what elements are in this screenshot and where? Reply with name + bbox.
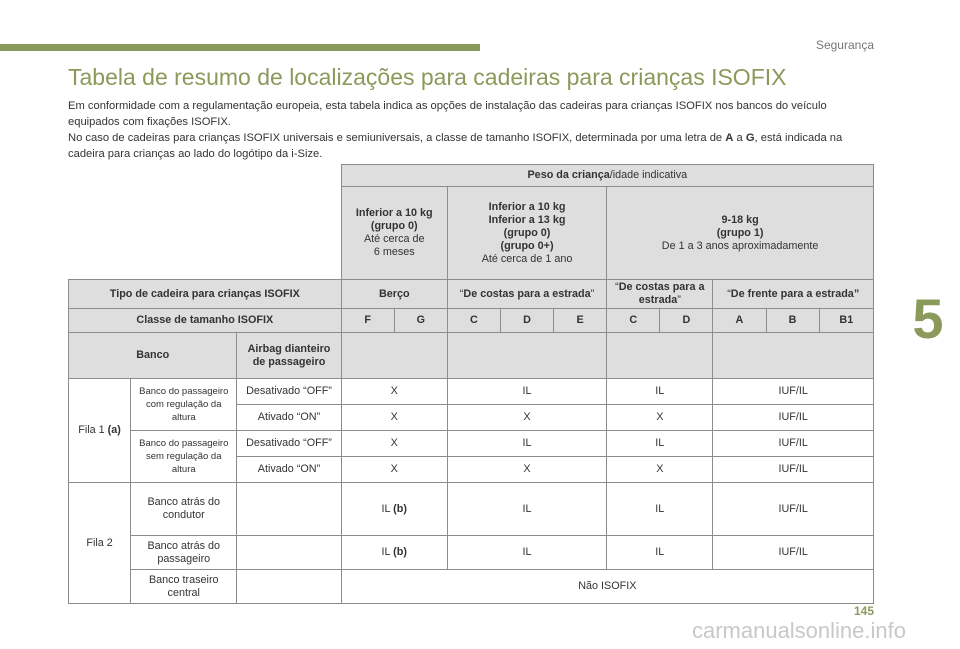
letter-g: G [745,132,755,144]
group-line: Inferior a 10 kg [355,207,433,219]
footnote-a: (a) [107,424,121,436]
rear-facing-value: IL [447,536,606,570]
chapter-number: 5 [912,286,944,350]
non-isofix-cell: Não ISOFIX [341,570,873,604]
rear-facing-value: IL [447,379,606,405]
watermark: carmanualsonline.info [691,618,906,643]
group-line: 6 meses [373,246,415,258]
airbag-header: Airbag dianteiro de passageiro [237,333,341,379]
table-row [69,570,874,604]
group-0plus-cell [447,187,606,280]
weight-groups-row [69,187,874,280]
size-class-cell: A [713,309,766,333]
type-text: De costas para a estrada [618,281,705,306]
type-rear-facing-2 [607,280,713,309]
seat-without-height-adjust: Banco do passageiro sem regulação da altura [131,431,237,483]
rear-facing-value: IL [447,431,606,457]
group-line: (grupo 0+) [500,239,554,252]
table-row [69,431,874,457]
empty-cell [237,570,341,604]
blank-cell [69,165,342,187]
type-rear-facing-1 [447,280,606,309]
quote-close: ” [590,287,595,300]
isofix-summary-table [68,164,874,604]
section-label: Segurança [815,38,874,52]
type-carrycot: Berço [341,280,447,309]
header-accent-bar [0,44,480,51]
airbag-status: Ativado “ON” [237,457,341,483]
footnote-b: (b) [393,546,407,558]
forward-facing-value: IUF/IL [713,431,874,457]
intro-text [68,98,868,162]
size-class-cell: G [394,309,447,333]
rear-facing-value: X [607,405,713,431]
group-line: De 1 a 3 anos aproximadamente [661,239,819,252]
carrycot-value-text: IL [381,546,391,558]
rear-facing-value: IL [607,379,713,405]
rear-facing-value: X [447,405,606,431]
group-0-cell [341,187,447,280]
quote-close: ” [677,294,681,306]
rear-facing-value: X [607,457,713,483]
weight-header [341,165,873,187]
quote-open: “ [727,287,731,300]
size-class-cell: C [447,309,500,333]
table-row [69,379,874,405]
size-class-row [69,309,874,333]
group-line: (grupo 0) [370,220,418,232]
group-line: Inferior a 10 kg [488,200,566,213]
airbag-status: Desativado “OFF” [237,379,341,405]
weight-header-rest: /idade indicativa [609,169,688,181]
rear-facing-value: IL [607,431,713,457]
rear-facing-value: X [447,457,606,483]
size-class-cell: E [554,309,607,333]
blank-cell [69,187,342,280]
footnote-b: (b) [393,502,407,515]
intro-paragraph-1: Em conformidade com a regulamentação europeia, esta tabela indica as opções de instalação das cadeiras para crianças ISOFIX nos bancos do veículo equipados com fixações ISOFIX. [68,100,827,128]
empty-gray-cell [713,333,874,379]
group-line: Inferior a 13 kg [488,213,566,226]
forward-facing-value: IUF/IL [713,536,874,570]
airbag-status: Desativado “OFF” [237,431,341,457]
rear-center-seat: Banco traseiro central [131,570,237,604]
size-class-label: Classe de tamanho ISOFIX [69,309,342,333]
rear-facing-value: IL [607,483,713,536]
seat-with-height-adjust: Banco do passageiro com regulação da altura [131,379,237,431]
group-line: (grupo 0) [503,226,551,239]
seat-type-label: Tipo de cadeira para crianças ISOFIX [69,280,342,309]
type-text: De frente para a estrada” [730,287,860,300]
type-forward-facing [713,280,874,309]
table-row [69,483,874,536]
forward-facing-value: IUF/IL [713,457,874,483]
carrycot-value: X [341,379,447,405]
empty-gray-cell [341,333,447,379]
rear-facing-value: IL [607,536,713,570]
empty-gray-cell [607,333,713,379]
carrycot-value [341,483,447,536]
forward-facing-value: IUF/IL [713,483,874,536]
carrycot-value: X [341,431,447,457]
seat-behind-driver: Banco atrás do condutor [131,483,237,536]
size-class-cell: F [341,309,394,333]
quote-open: “ [459,287,464,300]
type-text: De costas para a estrada [463,287,591,300]
empty-cell [237,483,341,536]
size-class-cell: D [500,309,553,333]
size-class-cell: B1 [819,309,873,333]
intro-p2-end: , está indicada na cadeira para crianças ao lado do logótipo da i-Size. [68,132,843,160]
seat-behind-passenger: Banco atrás do passageiro [131,536,237,570]
airbag-status: Ativado “ON” [237,405,341,431]
group-1-cell [607,187,874,280]
weight-header-bold: Peso da criança [527,169,610,181]
carrycot-value-text: IL [381,502,391,515]
empty-gray-cell [447,333,606,379]
fila-1-label [69,379,131,483]
banco-header: Banco [69,333,237,379]
carrycot-value: X [341,457,447,483]
size-class-cell: D [660,309,713,333]
page-title: Tabela de resumo de localizações para cadeiras para crianças ISOFIX [68,64,787,90]
group-line: Até cerca de 1 ano [481,252,573,265]
letter-a: A [725,132,734,144]
empty-cell [237,536,341,570]
intro-paragraph-2 [68,130,868,162]
fila-2-label: Fila 2 [69,483,131,604]
carrycot-value: X [341,405,447,431]
weight-header-row [69,165,874,187]
banco-header-row [69,333,874,379]
fila-label: Fila 1 [78,424,105,436]
size-class-cell: B [766,309,819,333]
page-number: 145 [853,604,874,618]
quote-open: “ [615,281,619,293]
group-line: (grupo 1) [716,226,764,239]
intro-p2-between: a [733,132,746,144]
group-line: Até cerca de [363,233,425,245]
seat-type-row [69,280,874,309]
forward-facing-value: IUF/IL [713,379,874,405]
table-row [69,536,874,570]
carrycot-value [341,536,447,570]
forward-facing-value: IUF/IL [713,405,874,431]
size-class-cell: C [607,309,660,333]
group-line: 9-18 kg [721,213,759,226]
intro-p2-start: No caso de cadeiras para crianças ISOFIX universais e semiuniversais, a classe de tamanho ISOFIX, determinada por uma letra de [68,132,726,144]
rear-facing-value: IL [447,483,606,536]
